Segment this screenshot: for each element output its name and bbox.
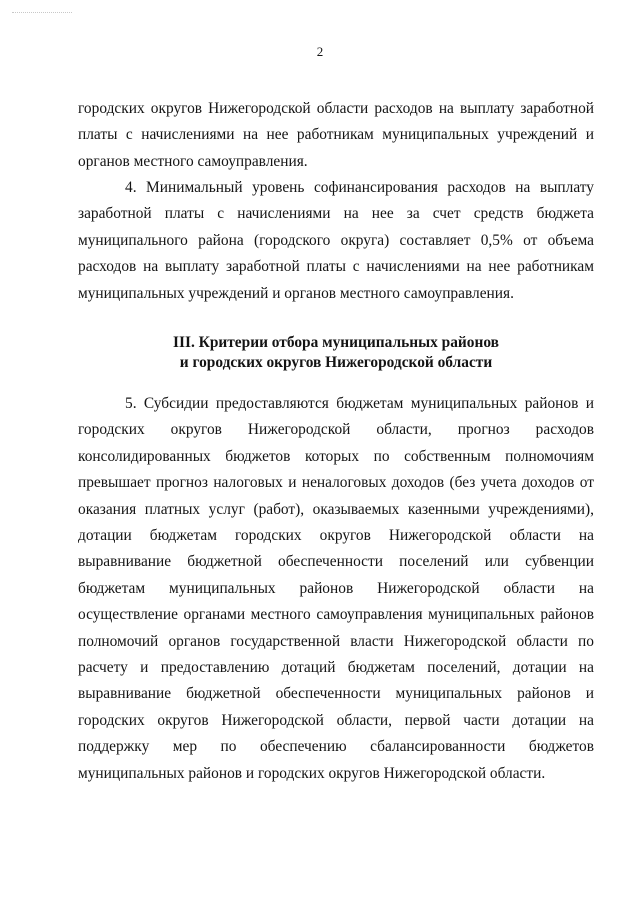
section-heading-line-1: III. Критерии отбора муниципальных районов [173, 334, 499, 351]
paragraph-item-4: 4. Минимальный уровень софинансирования расходов на выплату заработной платы с начислениями на нее за счет средств бюджета муниципального района (городского округа) составляет 0,5% от объема расходов на выплату заработной платы с начислениями на нее работникам муниципальных учреждений и органов местного самоуправления. [78, 179, 594, 302]
section-heading-line-2: и городских округов Нижегородской области [179, 354, 493, 371]
scan-artifact [12, 12, 72, 17]
paragraph-item-5: 5. Субсидии предоставляются бюджетам муниципальных районов и городских округов Нижегородской области, прогноз расходов консолидированных бюджетов которых по собственным полномочиям превышает прогноз налоговых и неналоговых доходов (без учета доходов от оказания платных услуг (работ), оказываемых казенными учреждениями), дотации бюджетам городских округов Нижегородской области на выравнивание бюджетной обеспеченности поселений или субвенции бюджетам муниципальных районов Нижегородской области на осуществление органами местного самоуправления муниципальных районов полномочий органов государственной власти Нижегородской области по расчету и предоставлению дотаций бюджетам поселений, дотации на выравнивание бюджетной обеспеченности муниципальных районов и городских округов Нижегородской области, первой части дотации на поддержку мер по обеспечению сбалансированности бюджетов муниципальных районов и городских округов Нижегородской области. [78, 395, 594, 782]
page-number: 2 [316, 44, 324, 59]
paragraph-continuation: городских округов Нижегородской области расходов на выплату заработной платы с начислениями на нее работникам муниципальных учреждений и органов местного самоуправления. [78, 100, 594, 170]
section-heading [78, 333, 594, 373]
